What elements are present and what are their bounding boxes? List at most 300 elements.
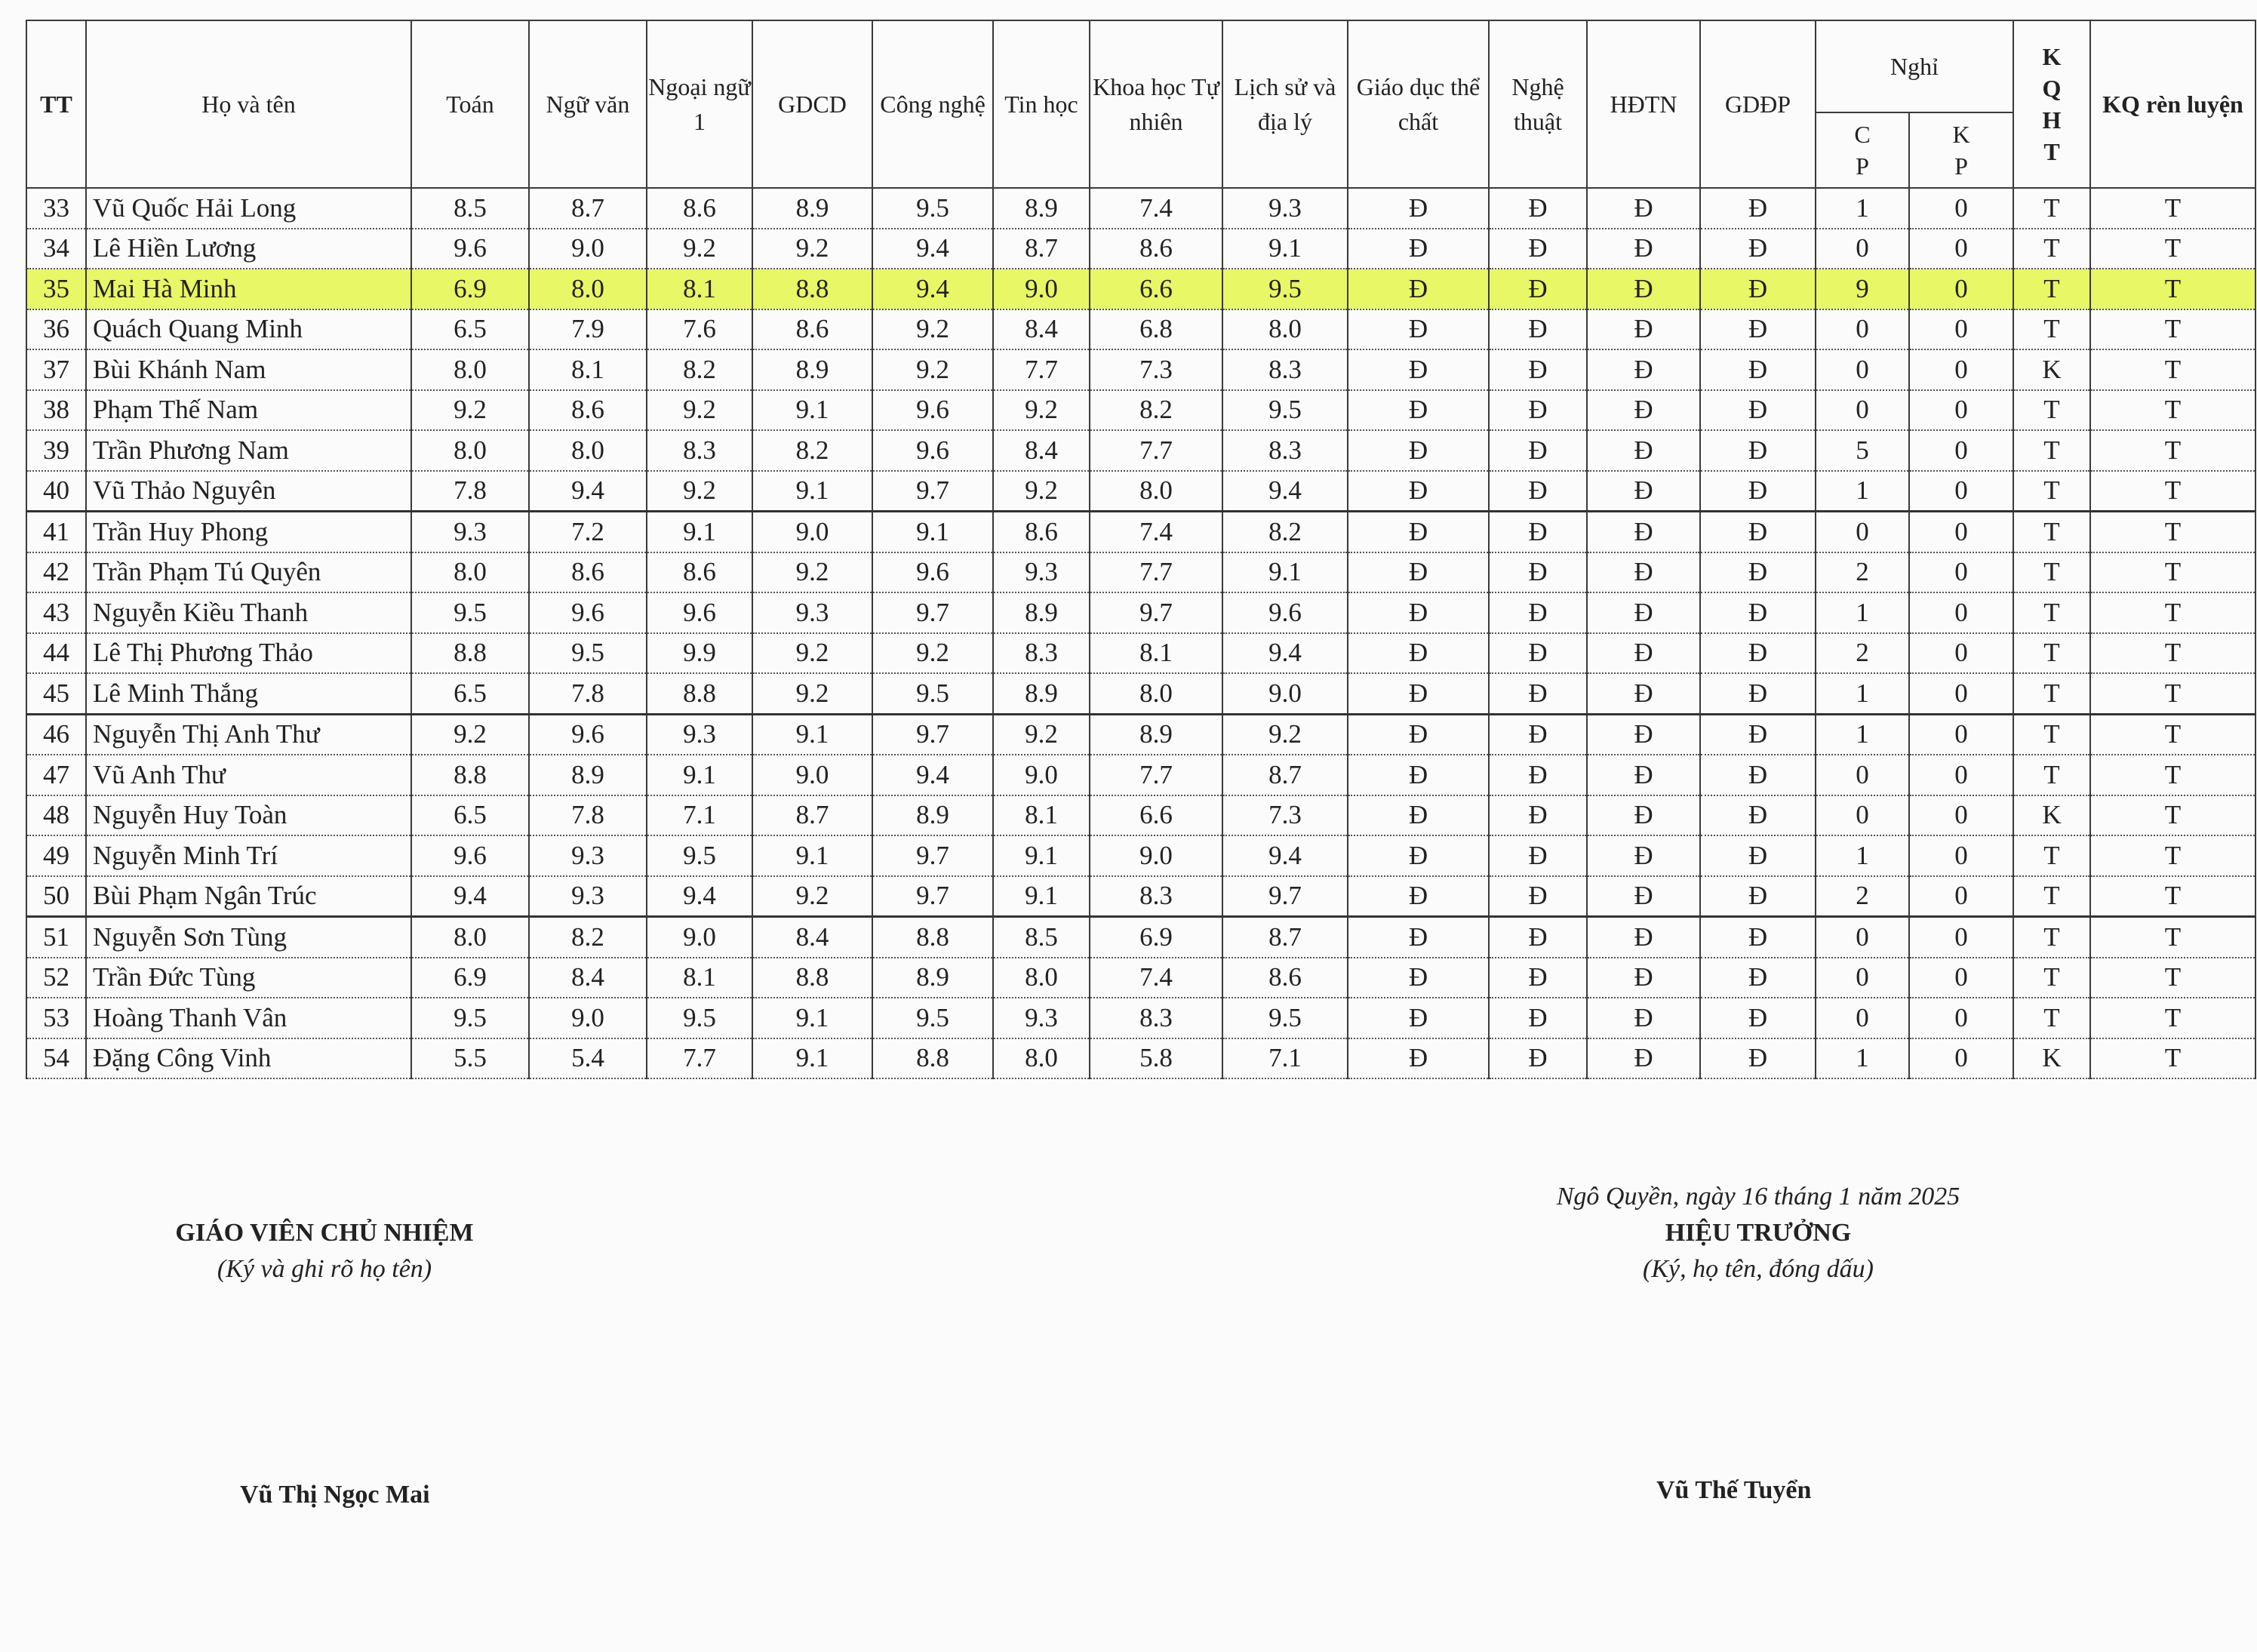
grade-tin-hoc: 8.4 [993,430,1090,471]
absence-kp: 0 [1909,269,2013,309]
row-number: 37 [26,349,86,390]
result-kqht: T [2013,592,2090,633]
result-ren-luyen: T [2090,795,2255,836]
student-name: Lê Minh Thắng [86,673,411,714]
absence-kp: 0 [1909,430,2013,471]
grade-gdcd: 8.7 [752,795,872,836]
absence-cp: 0 [1816,349,1909,390]
absence-kp: 0 [1909,229,2013,269]
table-row [26,998,2255,1038]
grade-tin-hoc: 8.9 [993,673,1090,714]
grade-hdtn: Đ [1587,673,1700,714]
absence-cp: 2 [1816,876,1909,917]
result-kqht: T [2013,958,2090,998]
grade-gdcd: 9.1 [752,998,872,1038]
grade-hdtn: Đ [1587,309,1700,350]
row-number: 47 [26,755,86,795]
grade-gdtc: Đ [1348,309,1489,350]
grade-hdtn: Đ [1587,229,1700,269]
grade-khtn: 6.6 [1090,795,1222,836]
grade-gdtc: Đ [1348,188,1489,229]
grade-gddp: Đ [1700,390,1816,431]
grade-cong-nghe: 9.2 [872,309,993,350]
absence-cp: 0 [1816,390,1909,431]
grade-gdtc: Đ [1348,755,1489,795]
grade-gdcd: 8.8 [752,958,872,998]
result-ren-luyen: T [2090,430,2255,471]
row-number: 43 [26,592,86,633]
grade-gdtc: Đ [1348,592,1489,633]
grade-hdtn: Đ [1587,1038,1700,1079]
grade-nghe-thuat: Đ [1489,633,1587,674]
table-row [26,1038,2255,1079]
grade-ngoai-ngu: 9.2 [647,229,752,269]
grade-nghe-thuat: Đ [1489,673,1587,714]
grade-tin-hoc: 9.2 [993,471,1090,512]
grade-ls-dl: 7.3 [1222,795,1348,836]
grade-gdcd: 9.0 [752,755,872,795]
grade-khtn: 6.9 [1090,917,1222,958]
table-row [26,229,2255,269]
grade-ngoai-ngu: 8.8 [647,673,752,714]
grade-gddp: Đ [1700,229,1816,269]
table-row [26,795,2255,836]
grade-gddp: Đ [1700,876,1816,917]
header-toan: Toán [411,20,529,188]
student-name: Bùi Phạm Ngân Trúc [86,876,411,917]
grade-gddp: Đ [1700,998,1816,1038]
table-row [26,755,2255,795]
grade-cong-nghe: 9.4 [872,269,993,309]
grade-gdcd: 8.8 [752,269,872,309]
absence-cp: 2 [1816,633,1909,674]
grade-ngu-van: 9.3 [529,835,647,876]
header-gddp: GDĐP [1700,20,1816,188]
grade-ngu-van: 8.0 [529,430,647,471]
grade-cong-nghe: 9.7 [872,592,993,633]
grade-gdcd: 9.3 [752,592,872,633]
grade-tin-hoc: 8.0 [993,1038,1090,1079]
grade-gddp: Đ [1700,755,1816,795]
result-ren-luyen: T [2090,958,2255,998]
student-name: Phạm Thế Nam [86,390,411,431]
absence-cp: 0 [1816,229,1909,269]
result-kqht: T [2013,430,2090,471]
grade-cong-nghe: 8.9 [872,958,993,998]
grade-nghe-thuat: Đ [1489,795,1587,836]
row-number: 54 [26,1038,86,1079]
grade-tin-hoc: 9.2 [993,390,1090,431]
grade-gdtc: Đ [1348,1038,1489,1079]
grade-ngu-van: 8.7 [529,188,647,229]
grade-toan: 9.6 [411,229,529,269]
absence-kp: 0 [1909,512,2013,552]
grade-ngu-van: 9.5 [529,633,647,674]
grade-toan: 8.0 [411,430,529,471]
grade-gdtc: Đ [1348,795,1489,836]
absence-kp: 0 [1909,714,2013,755]
grade-gdcd: 9.2 [752,876,872,917]
grade-nghe-thuat: Đ [1489,835,1587,876]
grade-gddp: Đ [1700,795,1816,836]
absence-cp: 0 [1816,309,1909,350]
result-kqht: K [2013,795,2090,836]
table-row [26,917,2255,958]
header-cong-nghe: Công nghệ [872,20,993,188]
grade-gdtc: Đ [1348,876,1489,917]
grade-gddp: Đ [1700,835,1816,876]
result-kqht: T [2013,512,2090,552]
header-hdtn: HĐTN [1587,20,1700,188]
grade-ls-dl: 8.7 [1222,755,1348,795]
grade-hdtn: Đ [1587,917,1700,958]
student-name: Mai Hà Minh [86,269,411,309]
grade-ls-dl: 8.3 [1222,430,1348,471]
result-kqht: T [2013,269,2090,309]
grade-tin-hoc: 8.4 [993,309,1090,350]
result-ren-luyen: T [2090,552,2255,593]
result-ren-luyen: T [2090,835,2255,876]
result-ren-luyen: T [2090,714,2255,755]
grade-ls-dl: 9.3 [1222,188,1348,229]
result-ren-luyen: T [2090,269,2255,309]
grade-gddp: Đ [1700,714,1816,755]
grade-gdtc: Đ [1348,390,1489,431]
teacher-name: Vũ Thị Ngọc Mai [240,1481,430,1509]
place-date: Ngô Quyền, ngày 16 tháng 1 năm 2025 [1556,1183,1960,1211]
header-tt: TT [26,20,86,188]
absence-cp: 0 [1816,795,1909,836]
grade-ngu-van: 9.6 [529,592,647,633]
student-name: Hoàng Thanh Vân [86,998,411,1038]
grade-toan: 9.2 [411,390,529,431]
absence-kp: 0 [1909,755,2013,795]
grade-khtn: 8.0 [1090,471,1222,512]
grade-tin-hoc: 9.1 [993,876,1090,917]
grade-cong-nghe: 8.8 [872,917,993,958]
grade-nghe-thuat: Đ [1489,188,1587,229]
grade-ngoai-ngu: 9.4 [647,876,752,917]
grade-khtn: 7.7 [1090,755,1222,795]
row-number: 33 [26,188,86,229]
grade-toan: 8.5 [411,188,529,229]
table-row [26,714,2255,755]
grade-toan: 9.2 [411,714,529,755]
result-kqht: T [2013,229,2090,269]
absence-cp: 0 [1816,998,1909,1038]
grade-gdtc: Đ [1348,552,1489,593]
grade-gdcd: 9.1 [752,471,872,512]
student-name: Trần Đức Tùng [86,958,411,998]
student-name: Nguyễn Sơn Tùng [86,917,411,958]
result-kqht: T [2013,188,2090,229]
grade-khtn: 8.9 [1090,714,1222,755]
result-ren-luyen: T [2090,998,2255,1038]
grade-cong-nghe: 9.7 [872,471,993,512]
grade-hdtn: Đ [1587,876,1700,917]
grade-tin-hoc: 9.1 [993,835,1090,876]
grade-ngoai-ngu: 8.6 [647,552,752,593]
result-ren-luyen: T [2090,755,2255,795]
grade-ls-dl: 9.1 [1222,552,1348,593]
absence-cp: 5 [1816,430,1909,471]
grade-khtn: 7.4 [1090,188,1222,229]
grade-cong-nghe: 9.6 [872,390,993,431]
grade-toan: 6.5 [411,309,529,350]
grade-khtn: 7.4 [1090,512,1222,552]
grade-nghe-thuat: Đ [1489,592,1587,633]
absence-kp: 0 [1909,390,2013,431]
absence-cp: 0 [1816,917,1909,958]
table-row [26,958,2255,998]
absence-kp: 0 [1909,673,2013,714]
grade-hdtn: Đ [1587,998,1700,1038]
grade-nghe-thuat: Đ [1489,917,1587,958]
grade-toan: 9.6 [411,835,529,876]
student-name: Nguyễn Minh Trí [86,835,411,876]
grade-nghe-thuat: Đ [1489,876,1587,917]
grade-cong-nghe: 9.4 [872,229,993,269]
grade-toan: 8.0 [411,349,529,390]
grade-toan: 9.3 [411,512,529,552]
grade-gdcd: 8.4 [752,917,872,958]
result-kqht: T [2013,998,2090,1038]
absence-kp: 0 [1909,958,2013,998]
grade-khtn: 8.1 [1090,633,1222,674]
result-kqht: T [2013,309,2090,350]
header-ngoai-ngu: Ngoại ngữ 1 [647,20,752,188]
grade-gddp: Đ [1700,1038,1816,1079]
grade-ngu-van: 7.8 [529,795,647,836]
grade-khtn: 8.3 [1090,876,1222,917]
grade-ngu-van: 7.2 [529,512,647,552]
grade-khtn: 6.6 [1090,269,1222,309]
grade-ngu-van: 8.9 [529,755,647,795]
grade-tin-hoc: 8.9 [993,188,1090,229]
grade-ls-dl: 9.6 [1222,592,1348,633]
header-kq-ren-luyen: KQ rèn luyện [2090,20,2255,188]
result-ren-luyen: T [2090,309,2255,350]
grade-tin-hoc: 8.5 [993,917,1090,958]
header-gdtc: Giáo dục thể chất [1348,20,1489,188]
grade-hdtn: Đ [1587,795,1700,836]
table-row [26,633,2255,674]
grade-hdtn: Đ [1587,958,1700,998]
grade-toan: 8.8 [411,755,529,795]
table-row [26,673,2255,714]
grade-gdtc: Đ [1348,835,1489,876]
student-name: Vũ Quốc Hải Long [86,188,411,229]
grade-gddp: Đ [1700,592,1816,633]
grade-ls-dl: 9.1 [1222,229,1348,269]
grade-hdtn: Đ [1587,471,1700,512]
grade-ngoai-ngu: 9.1 [647,755,752,795]
grades-table-body [26,188,2255,1078]
result-kqht: T [2013,552,2090,593]
grade-ngu-van: 9.6 [529,714,647,755]
absence-cp: 2 [1816,552,1909,593]
grade-tin-hoc: 8.3 [993,633,1090,674]
grade-gdtc: Đ [1348,229,1489,269]
student-name: Trần Phạm Tú Quyên [86,552,411,593]
grade-cong-nghe: 9.7 [872,876,993,917]
row-number: 49 [26,835,86,876]
grade-cong-nghe: 9.2 [872,633,993,674]
grade-gdcd: 9.1 [752,390,872,431]
row-number: 40 [26,471,86,512]
grade-nghe-thuat: Đ [1489,998,1587,1038]
absence-cp: 0 [1816,512,1909,552]
grade-nghe-thuat: Đ [1489,309,1587,350]
grade-nghe-thuat: Đ [1489,512,1587,552]
grade-gdtc: Đ [1348,633,1489,674]
grade-hdtn: Đ [1587,188,1700,229]
grade-toan: 8.0 [411,917,529,958]
grade-gdcd: 9.2 [752,633,872,674]
grade-gddp: Đ [1700,349,1816,390]
grade-cong-nghe: 9.6 [872,430,993,471]
grade-gdtc: Đ [1348,714,1489,755]
grade-gdtc: Đ [1348,917,1489,958]
grade-ngu-van: 8.6 [529,552,647,593]
row-number: 46 [26,714,86,755]
grade-ngoai-ngu: 9.1 [647,512,752,552]
row-number: 39 [26,430,86,471]
student-name: Vũ Thảo Nguyên [86,471,411,512]
grade-nghe-thuat: Đ [1489,390,1587,431]
absence-kp: 0 [1909,633,2013,674]
grade-ngoai-ngu: 9.2 [647,471,752,512]
grade-hdtn: Đ [1587,269,1700,309]
row-number: 42 [26,552,86,593]
grade-hdtn: Đ [1587,390,1700,431]
teacher-title: GIÁO VIÊN CHỦ NHIỆM [175,1219,474,1247]
grade-cong-nghe: 9.6 [872,552,993,593]
grade-nghe-thuat: Đ [1489,229,1587,269]
grade-hdtn: Đ [1587,835,1700,876]
grade-nghe-thuat: Đ [1489,552,1587,593]
grade-gdcd: 9.1 [752,714,872,755]
absence-kp: 0 [1909,552,2013,593]
grade-ls-dl: 8.6 [1222,958,1348,998]
result-kqht: T [2013,755,2090,795]
student-name: Quách Quang Minh [86,309,411,350]
principal-title: HIỆU TRƯỞNG [1665,1219,1852,1247]
grade-gddp: Đ [1700,269,1816,309]
grade-ngoai-ngu: 8.1 [647,958,752,998]
grade-gdcd: 9.2 [752,229,872,269]
absence-cp: 0 [1816,755,1909,795]
student-name: Trần Phương Nam [86,430,411,471]
student-name: Lê Hiền Lương [86,229,411,269]
grade-toan: 6.5 [411,673,529,714]
grade-ngoai-ngu: 7.7 [647,1038,752,1079]
grade-ngoai-ngu: 9.3 [647,714,752,755]
grade-ls-dl: 9.2 [1222,714,1348,755]
header-name: Họ và tên [86,20,411,188]
result-kqht: T [2013,876,2090,917]
grade-khtn: 8.2 [1090,390,1222,431]
row-number: 50 [26,876,86,917]
absence-cp: 1 [1816,714,1909,755]
student-name: Trần Huy Phong [86,512,411,552]
result-kqht: T [2013,673,2090,714]
grade-ls-dl: 9.5 [1222,998,1348,1038]
absence-kp: 0 [1909,309,2013,350]
grade-ls-dl: 9.5 [1222,390,1348,431]
grade-cong-nghe: 9.1 [872,512,993,552]
row-number: 41 [26,512,86,552]
result-kqht: T [2013,835,2090,876]
header-ngu-van: Ngữ văn [529,20,647,188]
grade-gdtc: Đ [1348,998,1489,1038]
grade-tin-hoc: 9.0 [993,269,1090,309]
absence-cp: 1 [1816,471,1909,512]
grade-cong-nghe: 9.7 [872,835,993,876]
table-row [26,390,2255,431]
row-number: 36 [26,309,86,350]
grade-ngoai-ngu: 9.5 [647,835,752,876]
student-name: Lê Thị Phương Thảo [86,633,411,674]
grade-tin-hoc: 8.6 [993,512,1090,552]
grade-ngoai-ngu: 9.9 [647,633,752,674]
grade-ngu-van: 8.4 [529,958,647,998]
absence-kp: 0 [1909,188,2013,229]
result-ren-luyen: T [2090,471,2255,512]
result-kqht: T [2013,714,2090,755]
grade-ls-dl: 8.2 [1222,512,1348,552]
header-nghi: Nghỉ [1816,20,2013,112]
absence-cp: 1 [1816,1038,1909,1079]
grade-gdtc: Đ [1348,349,1489,390]
absence-kp: 0 [1909,917,2013,958]
result-ren-luyen: T [2090,390,2255,431]
grade-cong-nghe: 9.4 [872,755,993,795]
result-ren-luyen: T [2090,633,2255,674]
grade-ngu-van: 8.1 [529,349,647,390]
grade-cong-nghe: 9.5 [872,673,993,714]
grade-gddp: Đ [1700,471,1816,512]
grade-khtn: 6.8 [1090,309,1222,350]
grade-gddp: Đ [1700,958,1816,998]
result-ren-luyen: T [2090,1038,2255,1079]
grade-ls-dl: 8.0 [1222,309,1348,350]
grade-gdcd: 9.0 [752,512,872,552]
grade-hdtn: Đ [1587,512,1700,552]
table-row [26,835,2255,876]
grade-gdcd: 9.2 [752,552,872,593]
grade-gdcd: 8.9 [752,349,872,390]
result-kqht: T [2013,390,2090,431]
row-number: 53 [26,998,86,1038]
grade-cong-nghe: 9.5 [872,998,993,1038]
student-name: Bùi Khánh Nam [86,349,411,390]
grade-tin-hoc: 9.3 [993,552,1090,593]
table-row [26,552,2255,593]
grade-ngu-van: 8.6 [529,390,647,431]
result-kqht: T [2013,471,2090,512]
principal-note: (Ký, họ tên, đóng dấu) [1643,1255,1874,1283]
table-row [26,269,2255,309]
grade-ngoai-ngu: 9.0 [647,917,752,958]
grade-cong-nghe: 9.7 [872,714,993,755]
grade-ngu-van: 8.0 [529,269,647,309]
result-ren-luyen: T [2090,349,2255,390]
grade-ngu-van: 9.0 [529,229,647,269]
table-row [26,188,2255,229]
grade-gdtc: Đ [1348,512,1489,552]
grade-nghe-thuat: Đ [1489,471,1587,512]
